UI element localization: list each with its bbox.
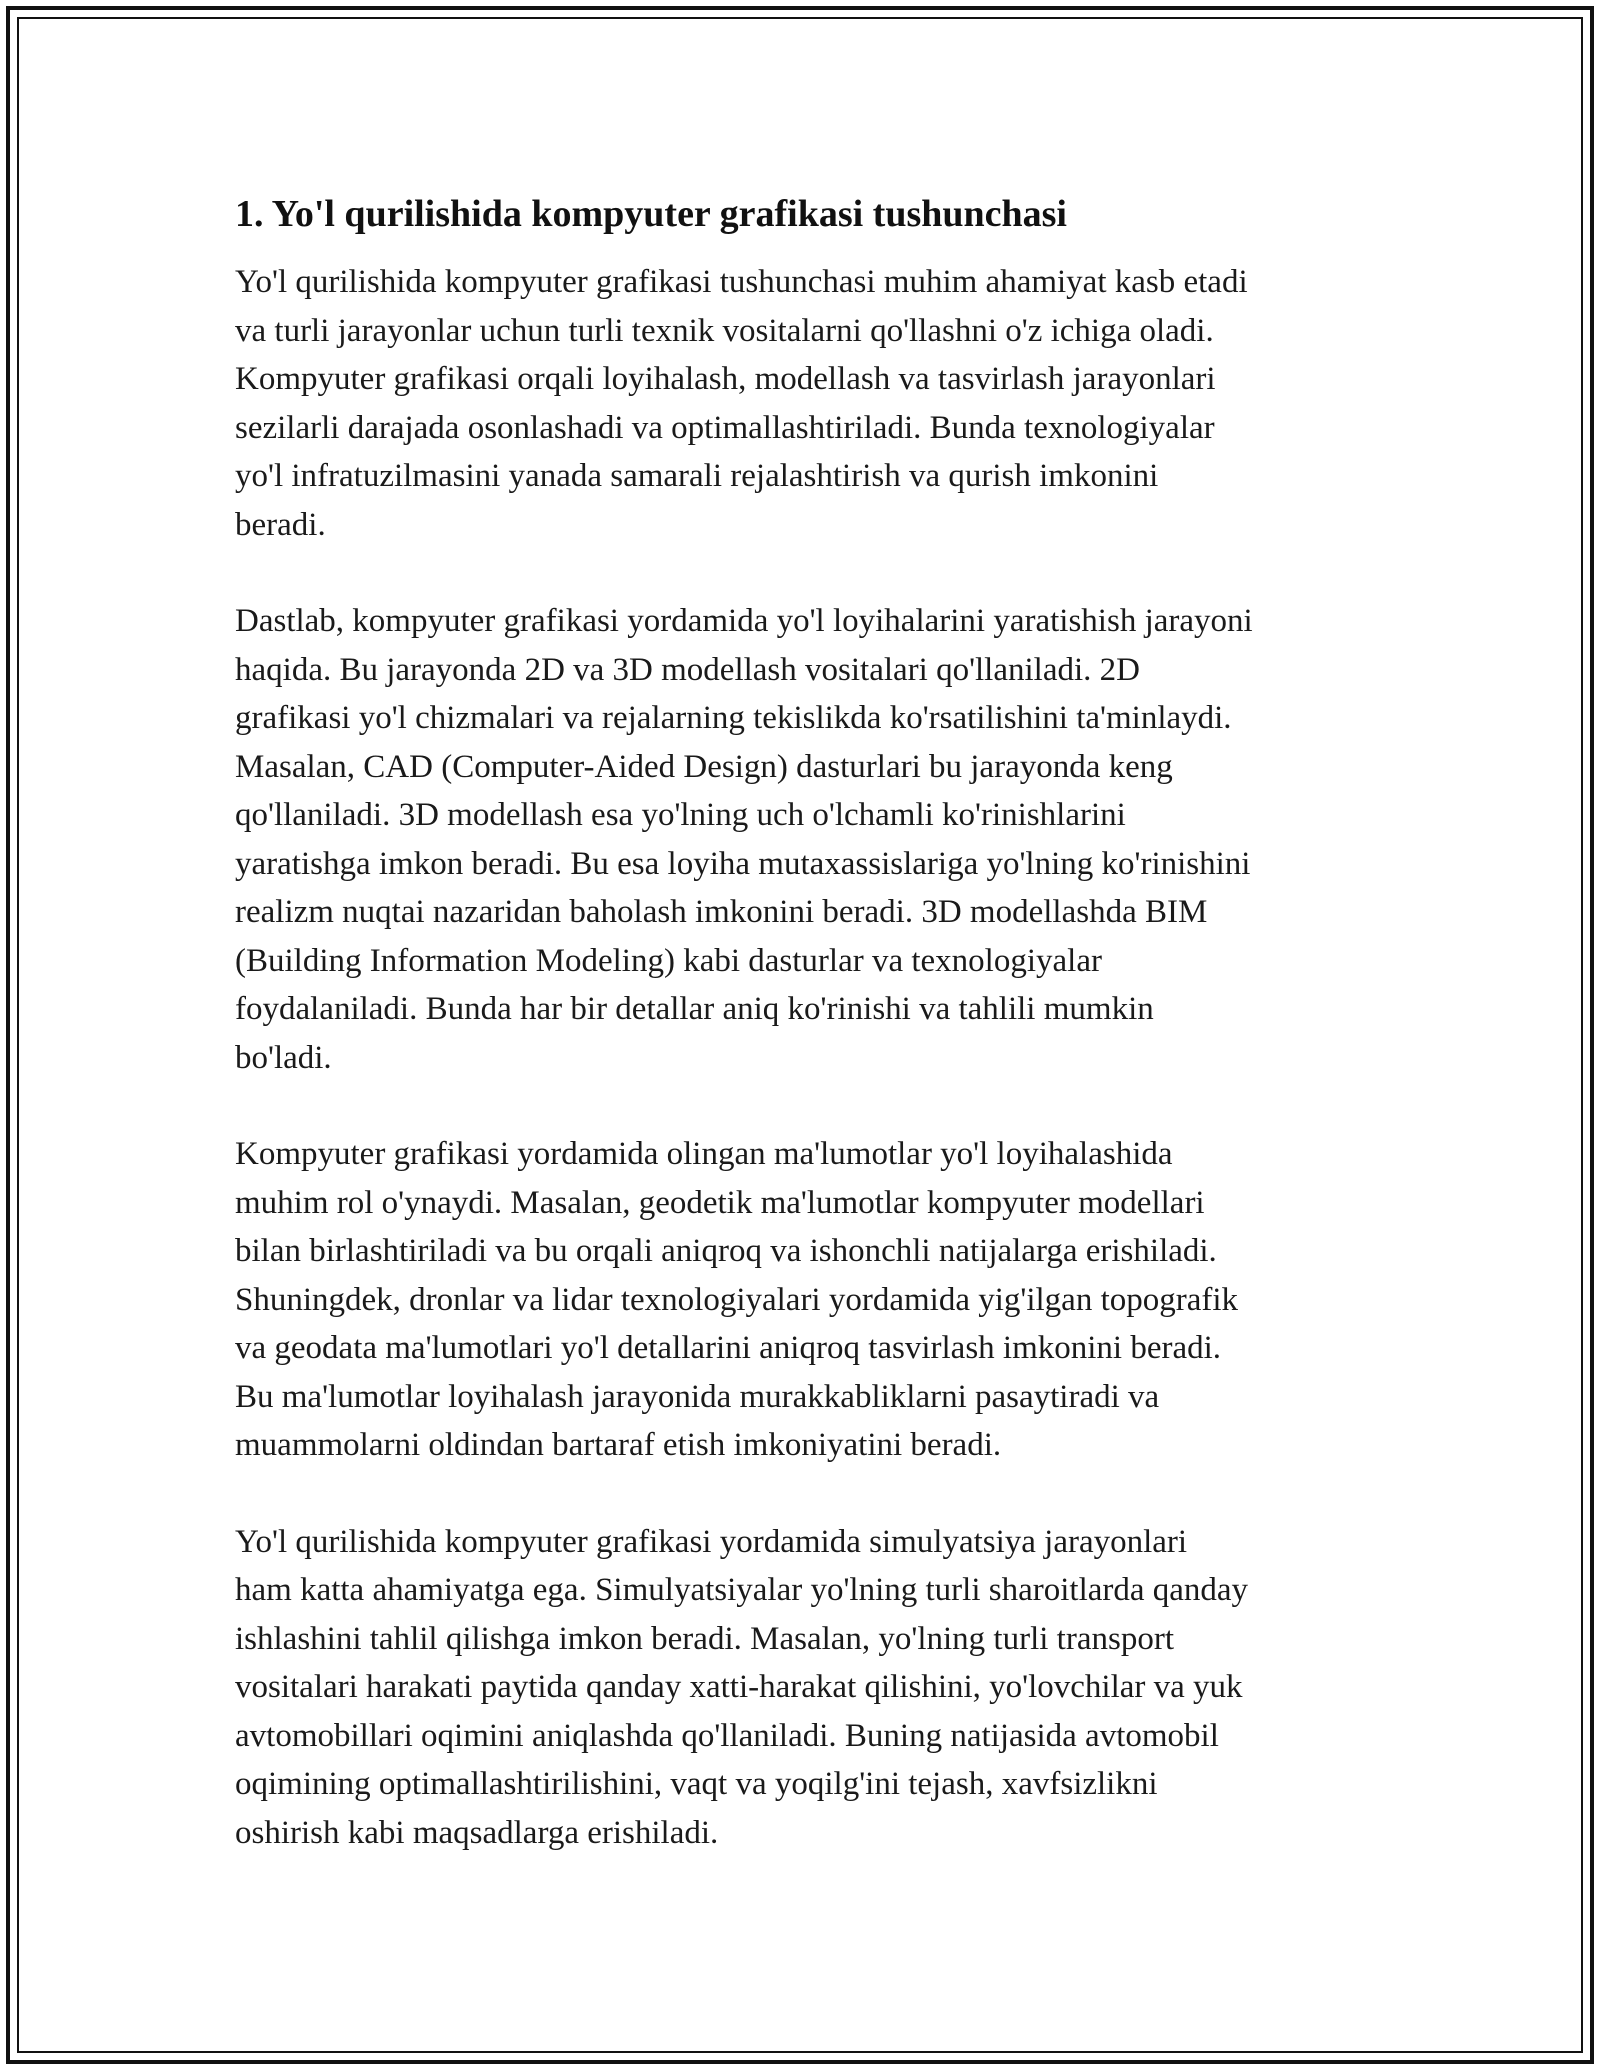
document-body: [235, 186, 1375, 1905]
text-line: foydalaniladi. Bunda har bir detallar aniq ko'rinishi va tahlili mumkin: [235, 991, 1154, 1027]
text-line: va geodata ma'lumotlari yo'l detallarini aniqroq tasvirlash imkonini beradi.: [235, 1330, 1222, 1366]
text-line: Bu ma'lumotlar loyihalash jarayonida murakkabliklarni pasaytiradi va: [235, 1378, 1160, 1415]
text-line: Yo'l qurilishida kompyuter grafikasi tushunchasi muhim ahamiyat kasb etadi: [235, 264, 1248, 300]
text-line: muhim rol o'ynaydi. Masalan, geodetik ma'lumotlar kompyuter modellari: [235, 1184, 1205, 1221]
text-line: yo'l infratuzilmasini yanada samarali rejalashtirish va qurish imkonini: [235, 458, 1159, 494]
text-line: haqida. Bu jarayonda 2D va 3D modellash vositalari qo'llaniladi. 2D: [235, 651, 1140, 688]
text-line: Dastlab, kompyuter grafikasi yordamida yo'l loyihalarini yaratishish jarayoni: [235, 603, 1253, 639]
text-line: (Building Information Modeling) kabi dasturlar va texnologiyalar: [235, 942, 1102, 979]
text-line: Masalan, CAD (Computer-Aided Design) dasturlari bu jarayonda keng: [235, 748, 1173, 785]
text-line: sezilarli darajada osonlashadi va optimallashtiriladi. Bunda texnologiyalar: [235, 409, 1215, 446]
text-line: bo'ladi.: [235, 1039, 332, 1076]
section-heading: 1. Yo'l qurilishida kompyuter grafikasi tushunchasi: [235, 193, 1067, 235]
text-line: ham katta ahamiyatga ega. Simulyatsiyalar yo'lning turli sharoitlarda qanday: [235, 1572, 1249, 1608]
text-line: va turli jarayonlar uchun turli texnik vositalarni qo'llashni o'z ichiga oladi.: [235, 312, 1214, 349]
text-line: avtomobillari oqimini aniqlashda qo'llaniladi. Buning natijasida avtomobil: [235, 1717, 1219, 1754]
text-line: Kompyuter grafikasi yordamida olingan ma'lumotlar yo'l loyihalashida: [235, 1136, 1173, 1172]
paragraph-4: [235, 1518, 1375, 1858]
text-line: realizm nuqtai nazaridan baholash imkonini beradi. 3D modellashda BIM: [235, 894, 1208, 930]
text-line: Yo'l qurilishida kompyuter grafikasi yordamida simulyatsiya jarayonlari: [235, 1523, 1188, 1560]
text-line: oshirish kabi maqsadlarga erishiladi.: [235, 1814, 719, 1851]
text-line: yaratishga imkon beradi. Bu esa loyiha mutaxassislariga yo'lning ko'rinishini: [235, 845, 1251, 882]
text-line: beradi.: [235, 506, 326, 543]
text-line: muammolarni oldindan bartaraf etish imkoniyatini beradi.: [235, 1427, 1002, 1463]
text-line: grafikasi yo'l chizmalari va rejalarning tekislikda ko'rsatilishini ta'minlaydi.: [235, 700, 1232, 736]
text-line: Kompyuter grafikasi orqali loyihalash, modellash va tasvirlash jarayonlari: [235, 361, 1216, 397]
text-line: qo'llaniladi. 3D modellash esa yo'lning uch o'lchamli ko'rinishlarini: [235, 797, 1126, 833]
text-line: ishlashini tahlil qilishga imkon beradi. Masalan, yo'lning turli transport: [235, 1620, 1174, 1657]
text-line: bilan birlashtiriladi va bu orqali aniqroq va ishonchli natijalarga erishiladi.: [235, 1233, 1217, 1269]
paragraph-1: [235, 258, 1375, 549]
text-line: vositalari harakati paytida qanday xatti-harakat qilishini, yo'lovchilar va yuk: [235, 1669, 1243, 1705]
paragraph-2: [235, 597, 1375, 1082]
text-line: Shuningdek, dronlar va lidar texnologiyalari yordamida yig'ilgan topografik: [235, 1281, 1239, 1318]
paragraph-3: [235, 1130, 1375, 1470]
text-line: oqimining optimallashtirilishini, vaqt va yoqilg'ini tejash, xavfsizlikni: [235, 1766, 1158, 1802]
